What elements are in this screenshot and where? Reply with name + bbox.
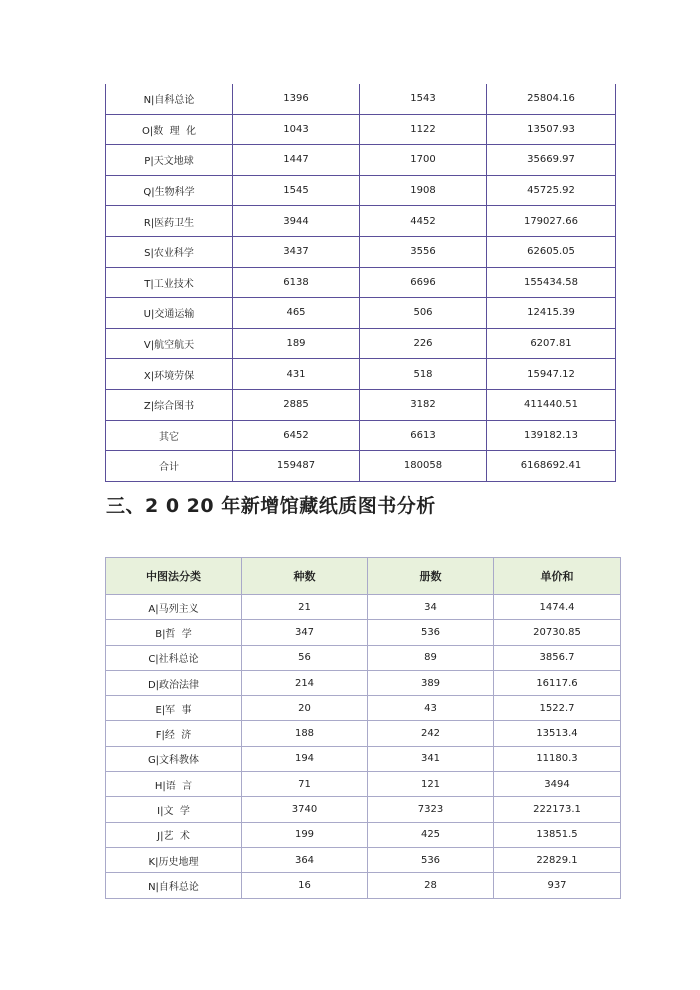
price-sum-cell: 13507.93: [487, 114, 616, 145]
volumes-count-cell: 1700: [360, 145, 487, 176]
price-sum-cell: 62605.05: [487, 236, 616, 267]
volumes-count-cell: 89: [368, 645, 494, 670]
category-cell: N|自科总论: [106, 84, 233, 114]
price-sum-cell: 6207.81: [487, 328, 616, 359]
price-sum-cell: 179027.66: [487, 206, 616, 237]
table-row: [106, 746, 621, 771]
table-total-row: [106, 451, 616, 482]
table-row: [106, 721, 621, 746]
category-cell: R|医药卫生: [106, 206, 233, 237]
category-cell: S|农业科学: [106, 236, 233, 267]
column-header-category: 中图法分类: [106, 558, 242, 595]
category-cell: G|文科教体: [106, 746, 242, 771]
category-cell: K|历史地理: [106, 847, 242, 872]
price-sum-cell: 20730.85: [494, 620, 621, 645]
price-sum-cell: 139182.13: [487, 420, 616, 451]
category-stats-table-continued: [105, 84, 616, 482]
volumes-count-cell: 7323: [368, 797, 494, 822]
titles-count-cell: 347: [242, 620, 368, 645]
titles-count-cell: 214: [242, 670, 368, 695]
titles-count-cell: 431: [233, 359, 360, 390]
titles-count-cell: 21: [242, 595, 368, 620]
volumes-count-cell: 43: [368, 696, 494, 721]
titles-count-cell: 2885: [233, 389, 360, 420]
category-cell: O|数 理 化: [106, 114, 233, 145]
volumes-count-cell: 1908: [360, 175, 487, 206]
category-cell: I|文 学: [106, 797, 242, 822]
price-sum-cell: 16117.6: [494, 670, 621, 695]
table-row: [106, 389, 616, 420]
category-cell: U|交通运输: [106, 298, 233, 329]
titles-count-cell: 3740: [242, 797, 368, 822]
titles-count-cell: 1043: [233, 114, 360, 145]
table-row: [106, 670, 621, 695]
price-sum-cell: 222173.1: [494, 797, 621, 822]
volumes-count-cell: 242: [368, 721, 494, 746]
table-row: [106, 847, 621, 872]
volumes-count-cell: 1543: [360, 84, 487, 114]
titles-total-cell: 159487: [233, 451, 360, 482]
price-sum-cell: 22829.1: [494, 847, 621, 872]
volumes-count-cell: 536: [368, 847, 494, 872]
volumes-count-cell: 1122: [360, 114, 487, 145]
titles-count-cell: 194: [242, 746, 368, 771]
category-cell: C|社科总论: [106, 645, 242, 670]
column-header-volumes: 册数: [368, 558, 494, 595]
table-row: [106, 645, 621, 670]
table-row: [106, 620, 621, 645]
table-row: [106, 359, 616, 390]
volumes-count-cell: 3556: [360, 236, 487, 267]
category-cell: D|政治法律: [106, 670, 242, 695]
volumes-count-cell: 28: [368, 873, 494, 898]
titles-count-cell: 199: [242, 822, 368, 847]
titles-count-cell: 16: [242, 873, 368, 898]
price-sum-cell: 25804.16: [487, 84, 616, 114]
table-row: [106, 114, 616, 145]
titles-count-cell: 3944: [233, 206, 360, 237]
volumes-count-cell: 6613: [360, 420, 487, 451]
category-cell: J|艺 术: [106, 822, 242, 847]
category-cell: F|经 济: [106, 721, 242, 746]
category-cell: 其它: [106, 420, 233, 451]
table-row: [106, 206, 616, 237]
price-sum-cell: 3856.7: [494, 645, 621, 670]
titles-count-cell: 364: [242, 847, 368, 872]
volumes-count-cell: 536: [368, 620, 494, 645]
table-row: [106, 298, 616, 329]
titles-count-cell: 188: [242, 721, 368, 746]
table-row: [106, 267, 616, 298]
titles-count-cell: 1545: [233, 175, 360, 206]
category-cell: B|哲 学: [106, 620, 242, 645]
volumes-count-cell: 425: [368, 822, 494, 847]
volumes-count-cell: 34: [368, 595, 494, 620]
price-sum-cell: 1522.7: [494, 696, 621, 721]
new-acquisitions-table: [105, 557, 621, 899]
table-row: [106, 772, 621, 797]
section-heading: 三、2 0 20 年新增馆藏纸质图书分析: [106, 495, 436, 517]
volumes-count-cell: 4452: [360, 206, 487, 237]
titles-count-cell: 20: [242, 696, 368, 721]
total-label-cell: 合计: [106, 451, 233, 482]
price-sum-cell: 411440.51: [487, 389, 616, 420]
table-header-row: [106, 558, 621, 595]
price-sum-cell: 15947.12: [487, 359, 616, 390]
volumes-total-cell: 180058: [360, 451, 487, 482]
table-row: [106, 236, 616, 267]
category-cell: V|航空航天: [106, 328, 233, 359]
table-row: [106, 595, 621, 620]
table-row: [106, 175, 616, 206]
titles-count-cell: 6452: [233, 420, 360, 451]
category-cell: T|工业技术: [106, 267, 233, 298]
category-cell: P|天文地球: [106, 145, 233, 176]
titles-count-cell: 71: [242, 772, 368, 797]
price-sum-cell: 3494: [494, 772, 621, 797]
volumes-count-cell: 121: [368, 772, 494, 797]
price-sum-cell: 12415.39: [487, 298, 616, 329]
price-sum-cell: 155434.58: [487, 267, 616, 298]
volumes-count-cell: 341: [368, 746, 494, 771]
category-cell: Q|生物科学: [106, 175, 233, 206]
volumes-count-cell: 226: [360, 328, 487, 359]
volumes-count-cell: 506: [360, 298, 487, 329]
titles-count-cell: 189: [233, 328, 360, 359]
table-row: [106, 873, 621, 898]
titles-count-cell: 3437: [233, 236, 360, 267]
price-sum-cell: 937: [494, 873, 621, 898]
column-header-titles: 种数: [242, 558, 368, 595]
table-row: [106, 84, 616, 114]
titles-count-cell: 1447: [233, 145, 360, 176]
price-sum-cell: 13513.4: [494, 721, 621, 746]
table-row: [106, 797, 621, 822]
price-sum-cell: 35669.97: [487, 145, 616, 176]
table-row: [106, 696, 621, 721]
price-sum-cell: 1474.4: [494, 595, 621, 620]
table-row: [106, 822, 621, 847]
category-cell: X|环境劳保: [106, 359, 233, 390]
volumes-count-cell: 3182: [360, 389, 487, 420]
titles-count-cell: 465: [233, 298, 360, 329]
volumes-count-cell: 6696: [360, 267, 487, 298]
price-total-cell: 6168692.41: [487, 451, 616, 482]
category-cell: Z|综合图书: [106, 389, 233, 420]
category-cell: H|语 言: [106, 772, 242, 797]
price-sum-cell: 11180.3: [494, 746, 621, 771]
table-row: [106, 420, 616, 451]
table-row: [106, 328, 616, 359]
titles-count-cell: 1396: [233, 84, 360, 114]
category-cell: A|马列主义: [106, 595, 242, 620]
volumes-count-cell: 389: [368, 670, 494, 695]
volumes-count-cell: 518: [360, 359, 487, 390]
titles-count-cell: 56: [242, 645, 368, 670]
price-sum-cell: 13851.5: [494, 822, 621, 847]
category-cell: N|自科总论: [106, 873, 242, 898]
price-sum-cell: 45725.92: [487, 175, 616, 206]
column-header-price-sum: 单价和: [494, 558, 621, 595]
titles-count-cell: 6138: [233, 267, 360, 298]
category-cell: E|军 事: [106, 696, 242, 721]
table-row: [106, 145, 616, 176]
